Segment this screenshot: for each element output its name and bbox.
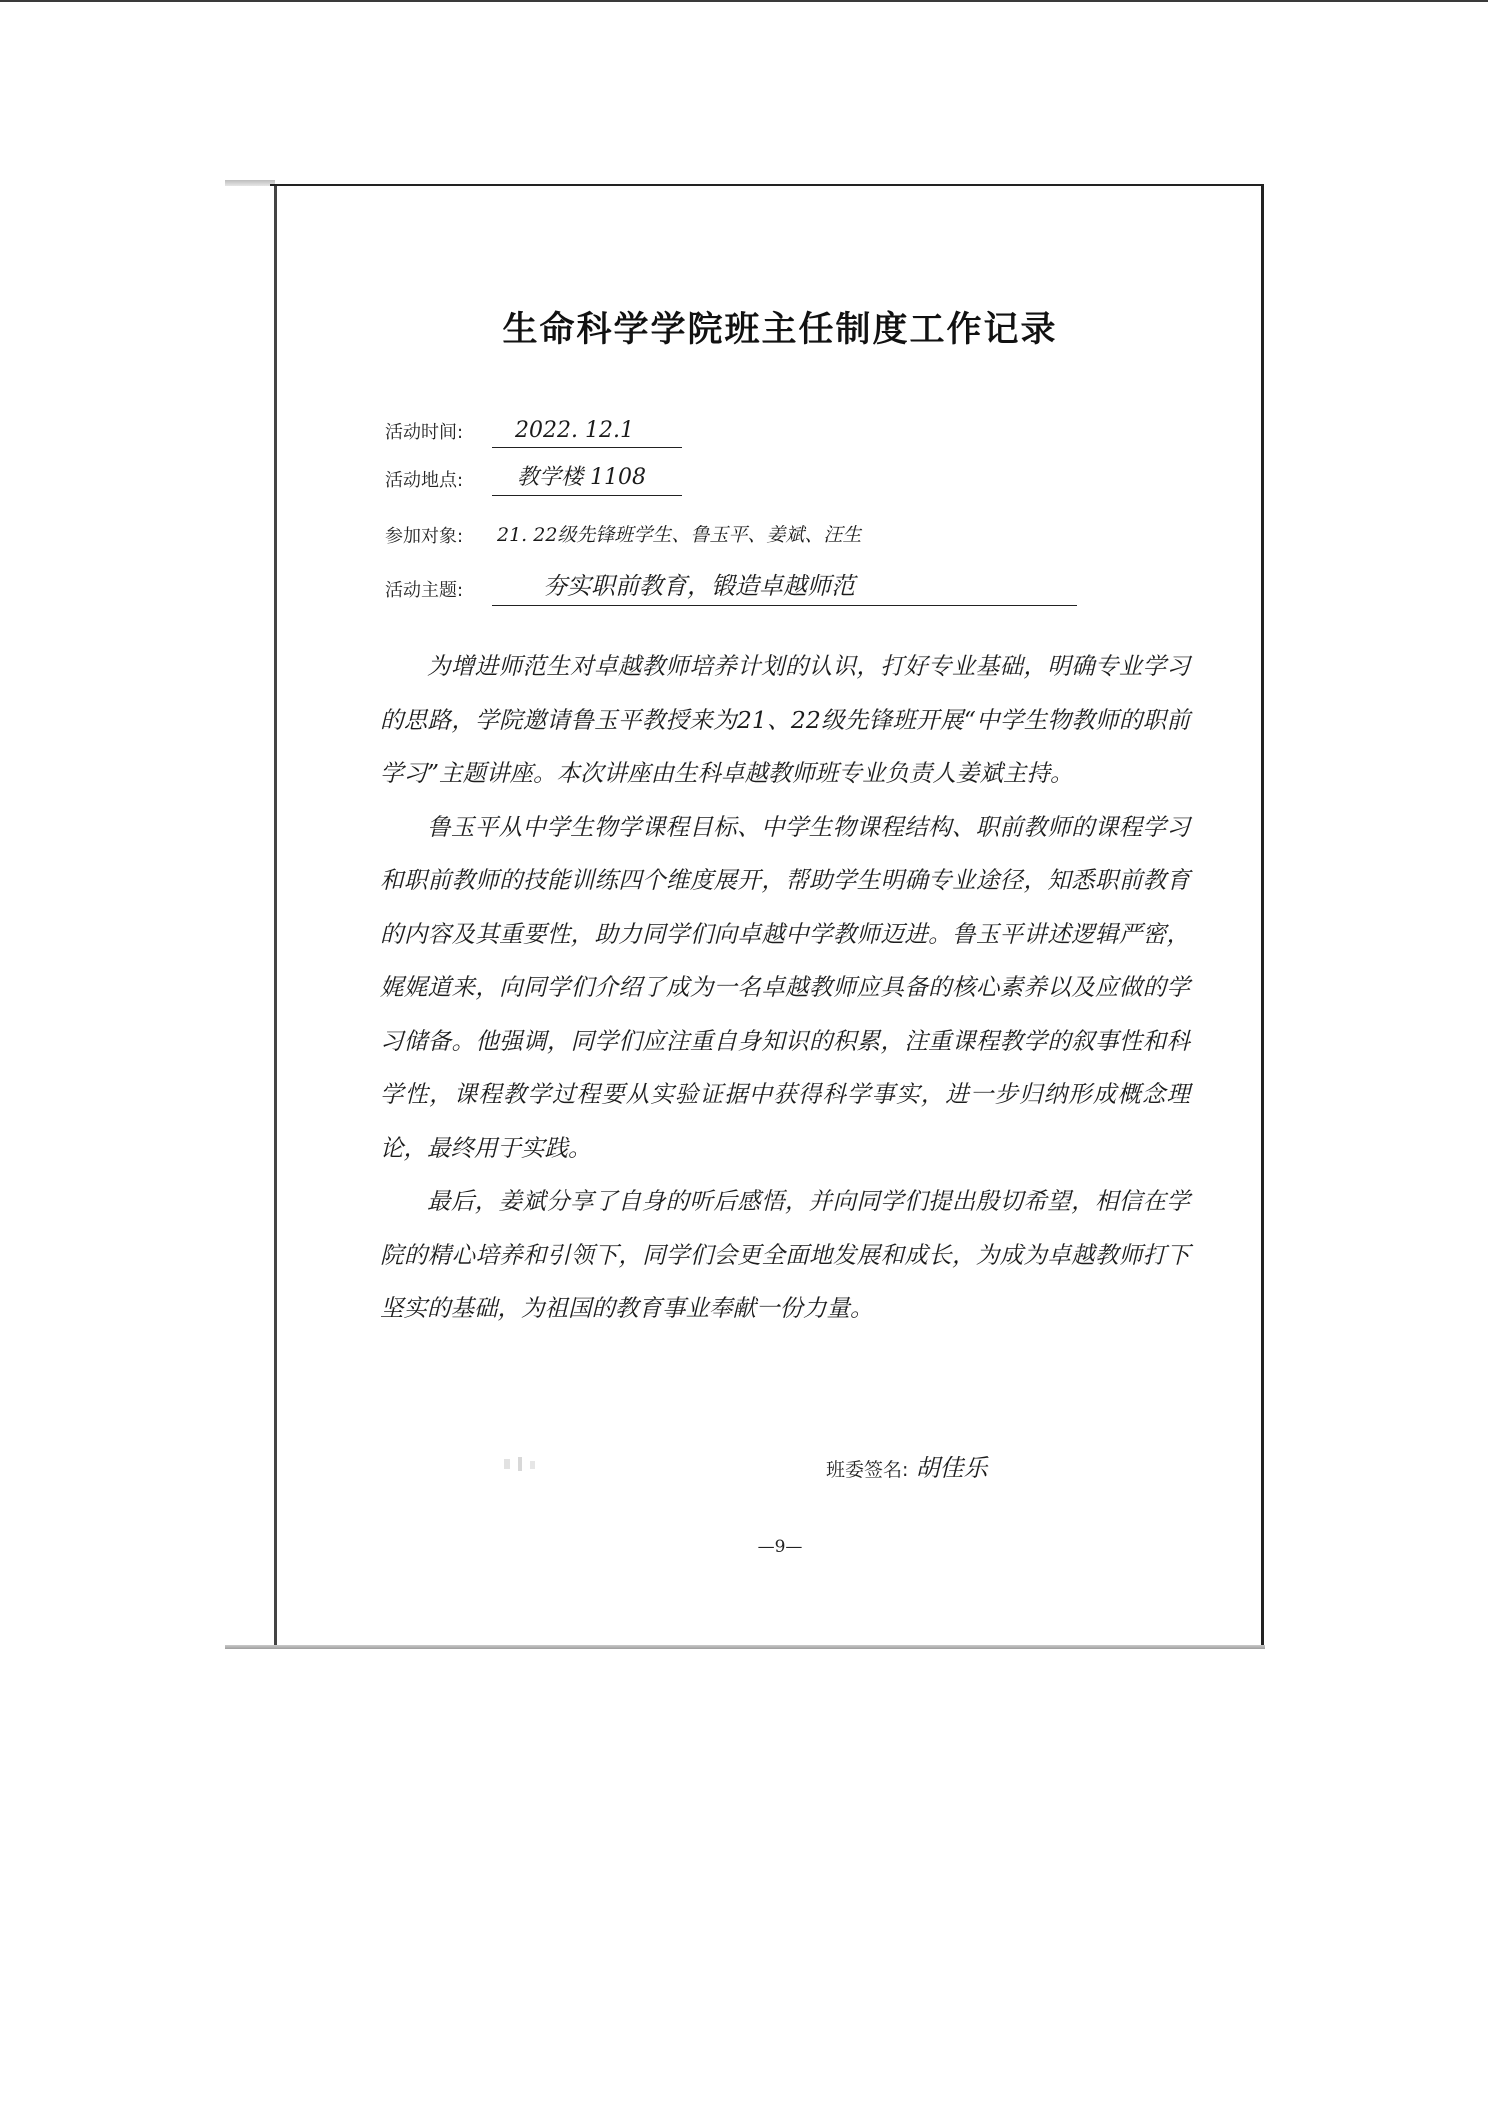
field-value-theme: 夯实职前教育，锻造卓越师范 <box>543 572 855 600</box>
field-label-time: 活动时间: <box>385 422 464 443</box>
field-participants <box>385 516 945 552</box>
field-label-participants: 参加对象: <box>385 526 464 547</box>
field-value-time: 2022. 12.1 <box>515 418 634 443</box>
record-paragraph: 最后，姜斌分享了自身的听后感悟，并向同学们提出殷切希望，相信在学院的精心培养和引领下，同学们会更全面地发展和成长，为成为卓越教师打下坚实的基础，为祖国的教育事业奉献一份力量。 <box>380 1187 1190 1322</box>
field-value-location: 教学楼 1108 <box>517 465 646 490</box>
document-title: 生命科学学院班主任制度工作记录 <box>502 310 1058 350</box>
field-activity-time <box>385 412 705 448</box>
scan-smudge <box>500 1453 542 1475</box>
field-value-participants: 21. 22级先锋班学生、鲁玉平、姜斌、汪生 <box>497 524 862 546</box>
sheet-top-border <box>270 184 1264 186</box>
field-underline-location <box>492 495 682 497</box>
field-label-theme: 活动主题: <box>385 580 464 601</box>
sheet-right-border <box>1261 186 1264 1648</box>
sheet-bottom-border <box>225 1645 1265 1649</box>
field-activity-theme <box>385 570 1085 606</box>
scan-top-edge <box>0 0 1488 2</box>
field-underline-theme <box>492 605 1077 607</box>
signature-block <box>826 1448 988 1483</box>
field-label-location: 活动地点: <box>385 470 464 491</box>
signature-label: 班委签名: <box>826 1459 909 1481</box>
signature-name: 胡佳乐 <box>915 1454 988 1482</box>
record-paragraph: 鲁玉平从中学生物学课程目标、中学生物课程结构、职前教师的课程学习和职前教师的技能训练四个维度展开，帮助学生明确专业途径，知悉职前教育的内容及其重要性，助力同学们向卓越中学教师迈进。鲁玉平讲述逻辑严密，娓娓道来，向同学们介绍了成为一名卓越教师应具备的核心素养以及应做的学习储备。他强调，同学们应注重自身知识的积累，注重课程教学的叙事性和科学性，课程教学过程要从实验证据中获得科学事实，进一步归纳形成概念理论，最终用于实践。 <box>380 812 1190 1162</box>
sheet-edge-shadow <box>225 180 275 186</box>
page-number: —9— <box>757 1537 803 1557</box>
record-body <box>380 640 1190 1336</box>
record-paragraph: 为增进师范生对卓越教师培养计划的认识，打好专业基础，明确专业学习的思路，学院邀请鲁玉平教授来为21、22级先锋班开展“中学生物教师的职前学习”主题讲座。本次讲座由生科卓越教师班专业负责人姜斌主持。 <box>380 652 1190 787</box>
sheet-left-border <box>274 186 277 1646</box>
field-activity-location <box>385 460 705 496</box>
field-underline-time <box>492 447 682 449</box>
